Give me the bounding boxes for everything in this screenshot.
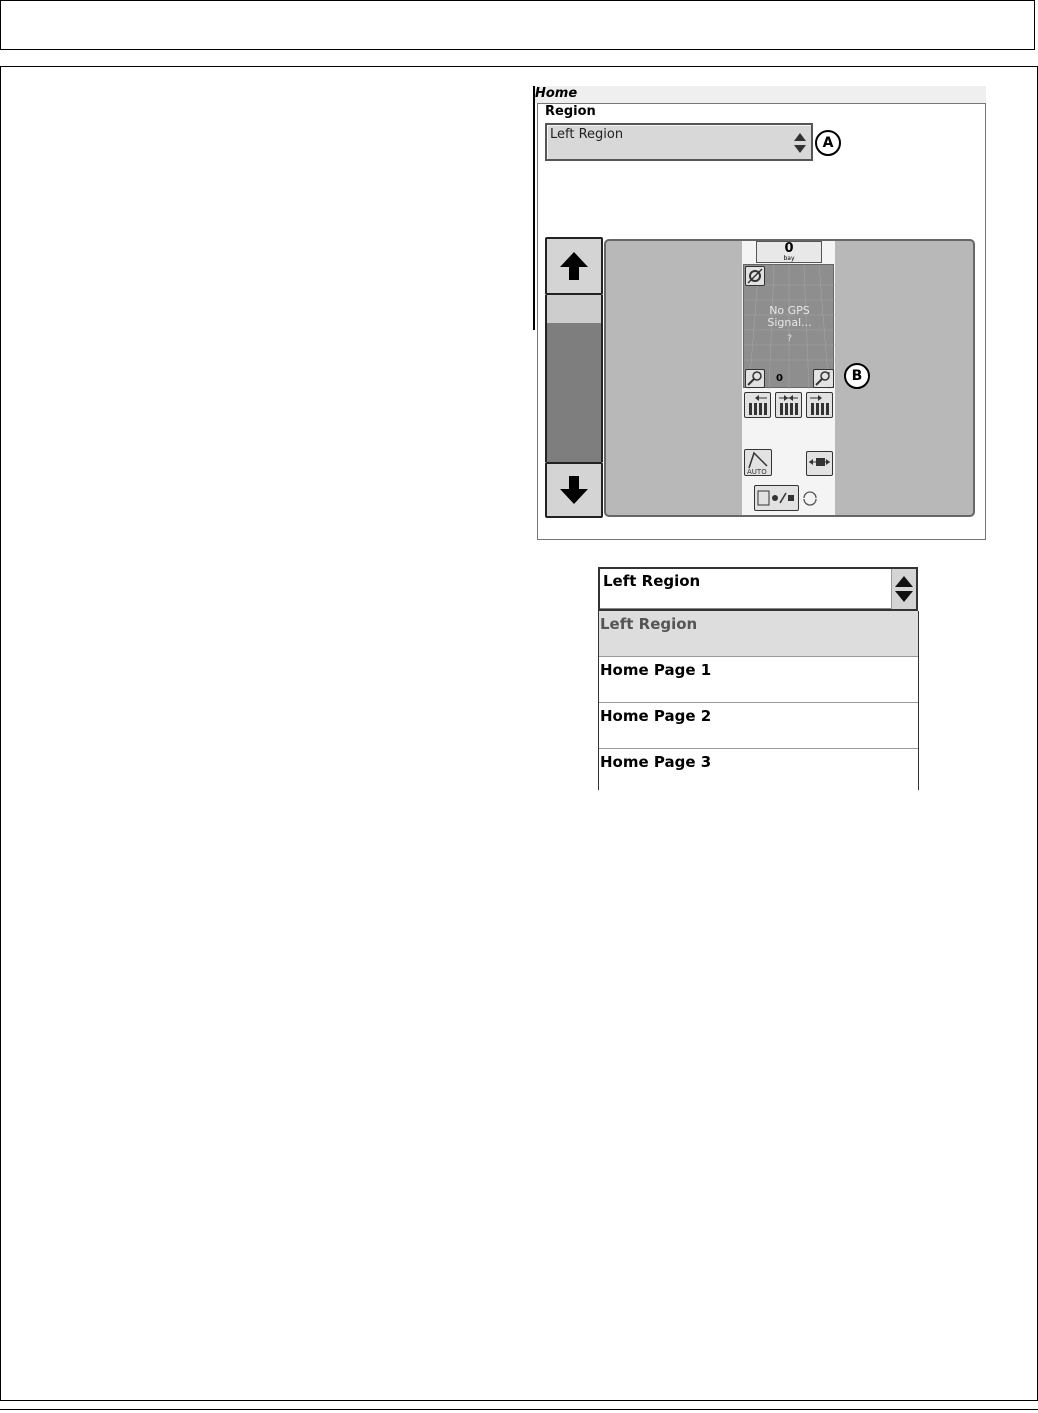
cycle-icon[interactable] (801, 489, 819, 507)
callout-b: B (844, 363, 870, 389)
gps-status-line1: No GPS (769, 304, 810, 317)
scroll-thumb[interactable] (545, 295, 603, 323)
auto-label: AUTO (747, 468, 767, 475)
scroll-track[interactable] (545, 323, 603, 462)
zoom-out-icon[interactable] (745, 369, 765, 388)
region-label: Region (545, 104, 596, 119)
dropdown-option-label: Home Page 2 (600, 707, 712, 725)
gps-status-line2: Signal... (767, 316, 812, 329)
gps-marker: ? (787, 334, 792, 344)
settings-icon[interactable] (745, 266, 765, 286)
spinner-icon (793, 132, 807, 154)
record-toggle-icon[interactable] (754, 485, 799, 511)
page-footer-line (0, 1409, 1038, 1410)
page-header-frame (0, 0, 1035, 50)
dropdown-option-label: Home Page 3 (600, 753, 712, 771)
title-strip (535, 86, 986, 103)
section-right-icon[interactable] (806, 392, 833, 418)
bay-value: 0 (784, 241, 794, 256)
scroll-up-button[interactable] (545, 237, 603, 295)
region-select-value: Left Region (550, 127, 624, 142)
distance-value: 0 (776, 373, 783, 384)
dropdown-option-label: Home Page 1 (600, 661, 712, 679)
arrow-up-icon (558, 250, 590, 282)
dropdown-option[interactable] (599, 703, 918, 749)
dropdown-option-label: Left Region (600, 615, 698, 633)
region-select[interactable] (545, 123, 813, 161)
screen-left-border (533, 86, 535, 330)
region-dropdown-screenshot (597, 566, 919, 790)
dropdown-options-list (598, 611, 919, 790)
dropdown-option[interactable] (599, 749, 918, 790)
dropdown-selected-value: Left Region (603, 572, 701, 590)
dropdown-option[interactable] (599, 611, 918, 657)
gps-status (744, 305, 835, 345)
arrow-down-icon (558, 474, 590, 506)
spinner-icon (892, 569, 916, 609)
home-screen-screenshot (533, 86, 986, 540)
device-preview[interactable] (742, 241, 835, 515)
dropdown-spinner[interactable] (891, 569, 916, 609)
bay-readout (756, 241, 822, 263)
shift-track-icon[interactable] (806, 451, 833, 476)
page-title: Home (535, 86, 578, 101)
bay-unit: bay (783, 255, 795, 262)
auto-steer-icon[interactable] (744, 449, 772, 476)
gps-view (743, 264, 834, 388)
section-left-icon[interactable] (744, 392, 771, 418)
scroll-down-button[interactable] (545, 462, 603, 518)
region-dropdown-field[interactable] (598, 567, 918, 611)
section-center-icon[interactable] (775, 392, 802, 418)
callout-a: A (815, 130, 841, 156)
zoom-in-icon[interactable] (813, 369, 834, 388)
dropdown-option[interactable] (599, 657, 918, 703)
